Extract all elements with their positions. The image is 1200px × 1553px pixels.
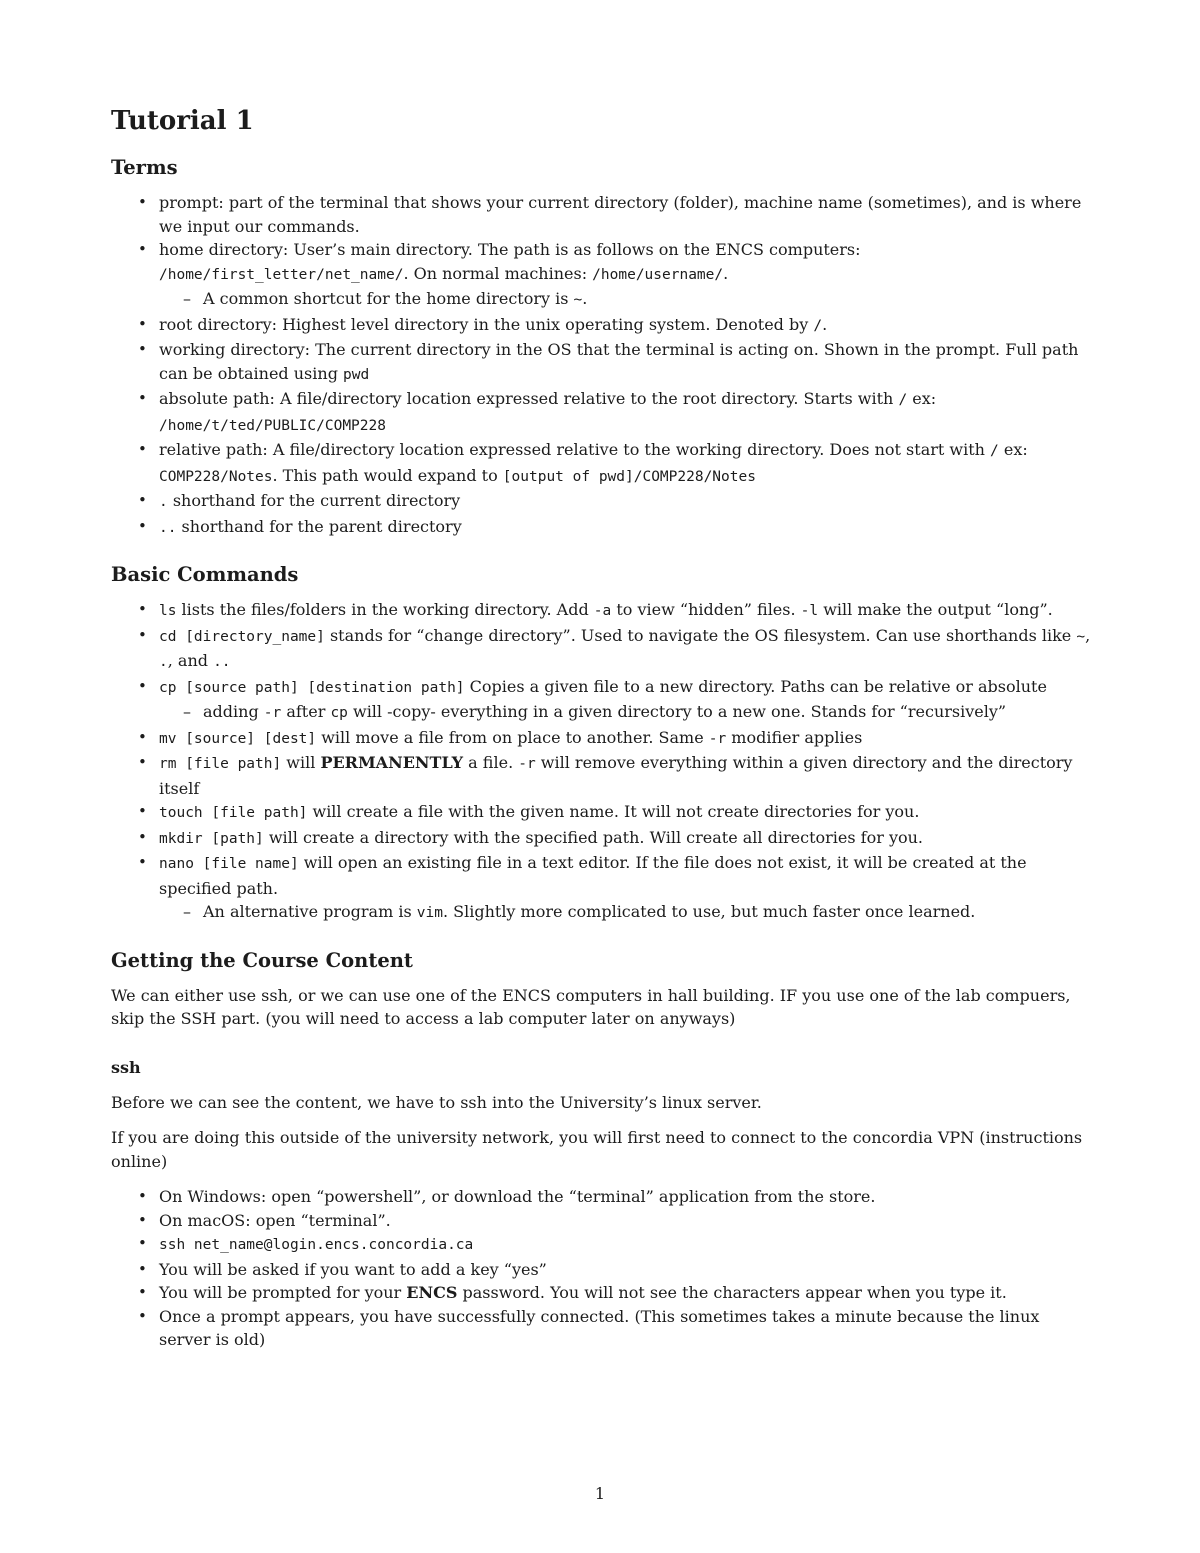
inline-code: -l (800, 603, 819, 619)
item-text: . This path would expand to (272, 465, 503, 485)
list-item (111, 238, 1091, 287)
item-text: . Slightly more complicated to use, but much faster once learned. (442, 902, 976, 921)
item-text: will -copy- everything in a given directory to a new one. Stands for “recursively” (347, 702, 1007, 721)
inline-code: .. (213, 654, 231, 670)
sub-list-item (111, 900, 1091, 926)
item-text: . (723, 263, 729, 283)
inline-code: pwd (343, 366, 370, 383)
list-item (111, 387, 1091, 438)
bold-text: ENCS (406, 1283, 458, 1302)
inline-code: / (898, 392, 908, 408)
inline-code: vim (416, 905, 443, 921)
list-item (111, 191, 1091, 238)
inline-code: -r (518, 756, 536, 772)
bold-text: PERMANENTLY (320, 753, 464, 772)
inline-code: ls (159, 603, 177, 619)
list-item (111, 438, 1091, 489)
inline-code: / (813, 317, 823, 334)
subsection-heading-ssh: ssh (111, 1057, 141, 1077)
item-text: absolute path: A file/directory location expressed relative to the root directory. Starts with (159, 389, 899, 408)
item-text: will move a file from on place to another. Same (316, 727, 709, 747)
list-item (111, 726, 1091, 752)
item-text: will open an existing file in a text editor. If the file does not exist, it will be created at the specified path. (159, 853, 1027, 898)
inline-code: mv [source] [dest] (159, 730, 317, 747)
list-item: • You will be asked if you want to add a key “yes” (111, 1258, 1091, 1282)
item-text: a file. (463, 753, 519, 772)
item-text: ex: (907, 389, 937, 408)
inline-code: /home/t/ted/PUBLIC/COMP228 (159, 417, 386, 434)
inline-code: cd [directory_name] (159, 628, 325, 645)
item-text: will make the output “long”. (818, 600, 1053, 619)
item-text: root directory: Highest level directory in the unix operating system. Denoted by (159, 314, 814, 334)
list-item: • Once a prompt appears, you have successfully connected. (This sometimes takes a minute because the linux server is old) (111, 1305, 1091, 1352)
section-heading-terms: Terms (111, 156, 178, 179)
list-item (111, 624, 1091, 675)
ssh-paragraph-1: Before we can see the content, we have to ssh into the University’s linux server. (111, 1092, 762, 1112)
item-text: , and (167, 651, 214, 670)
inline-code: touch [file path] (159, 805, 308, 821)
inline-code: ~ (573, 292, 583, 308)
item-text: prompt: part of the terminal that shows your current directory (folder), machine name (sometimes), and is where we input our commands. (159, 193, 1082, 236)
item-text: You will be prompted for your (159, 1283, 407, 1302)
item-text: shorthand for the parent directory (176, 516, 462, 536)
section-heading-course-content: Getting the Course Content (111, 948, 413, 972)
list-item (111, 675, 1091, 701)
item-text: , (1085, 625, 1091, 645)
inline-code: nano [file name] (159, 856, 299, 872)
item-text: password. You will not see the characters appear when you type it. (457, 1283, 1007, 1302)
page-content (111, 103, 1091, 1352)
section-heading-basic-commands: Basic Commands (111, 563, 299, 586)
page-number: 1 (594, 1484, 606, 1503)
inline-code: ssh net_name@login.encs.concordia.ca (159, 1237, 474, 1253)
inline-code: -r (708, 730, 727, 747)
list-item (111, 1281, 1091, 1305)
inline-code: . (159, 494, 168, 510)
inline-code: /home/first_letter/net_name/ (159, 266, 404, 283)
terms-list (111, 191, 1091, 540)
inline-code: / (990, 443, 999, 459)
list-item (111, 1232, 1091, 1258)
course-paragraph: We can either use ssh, or we can use one of the ENCS computers in hall building. IF you use one of the lab compuers, skip the SSH part. (you will need to access a lab computer later on anyways) (111, 985, 1071, 1028)
item-text: after (281, 702, 331, 721)
inline-code: ~ (1076, 628, 1086, 645)
item-text: shorthand for the current directory (167, 491, 461, 510)
item-text: will create a file with the given name. It will not create directories for you. (307, 802, 920, 821)
inline-code: . (159, 654, 168, 670)
item-text: modifier applies (726, 727, 863, 747)
item-text: relative path: A file/directory location expressed relative to the working directory. Does not start with (159, 440, 991, 459)
list-item (111, 338, 1091, 387)
inline-code: [output of pwd]/COMP228/Notes (502, 468, 756, 485)
list-item (111, 826, 1091, 852)
inline-code: -a (593, 603, 612, 619)
inline-code: COMP228/Notes (159, 468, 273, 485)
item-text: . On normal machines: (403, 263, 593, 283)
list-item (111, 598, 1091, 624)
list-item (111, 851, 1091, 900)
inline-code: cp [source path] [destination path] (159, 679, 465, 696)
inline-code: rm [file path] (159, 756, 282, 772)
item-text: to view “hidden” files. (611, 600, 801, 619)
item-text: An alternative program is (203, 902, 417, 921)
item-text: . (822, 314, 828, 334)
item-text: lists the files/folders in the working directory. Add (176, 600, 594, 619)
item-text: adding (203, 702, 264, 721)
item-text: stands for “change directory”. Used to navigate the OS filesystem. Can use shorthands like (324, 625, 1077, 645)
item-text: will (281, 753, 321, 772)
item-text: working directory: The current directory in the OS that the terminal is acting on. Shown in the prompt. Full path can be obtained using (159, 340, 1079, 383)
list-item (111, 751, 1091, 800)
item-text: home directory: User’s main directory. The path is as follows on the ENCS computers: (159, 240, 861, 259)
inline-code: /home/username/ (592, 266, 724, 283)
item-text: ex: (998, 440, 1028, 459)
item-text: A common shortcut for the home directory is (203, 289, 574, 308)
ssh-steps-list (111, 1185, 1091, 1352)
list-item: • On Windows: open “powershell”, or download the “terminal” application from the store. (111, 1185, 1091, 1209)
item-text: . (582, 289, 588, 308)
list-item (111, 800, 1091, 826)
commands-list (111, 598, 1091, 926)
list-item (111, 515, 1091, 541)
inline-code: -r (263, 705, 282, 721)
item-text: will create a directory with the specified path. Will create all directories for you. (263, 827, 924, 847)
item-text: Copies a given file to a new directory. Paths can be relative or absolute (464, 676, 1047, 696)
list-item (111, 313, 1091, 339)
list-item: • On macOS: open “terminal”. (111, 1209, 1091, 1233)
sub-list-item (111, 700, 1091, 726)
item-text: will remove everything within a given directory and the directory itself (159, 753, 1073, 798)
inline-code: .. (159, 519, 177, 536)
list-item (111, 489, 1091, 515)
inline-code: cp (330, 705, 348, 721)
inline-code: mkdir [path] (159, 830, 264, 847)
document-title: Tutorial 1 (111, 106, 254, 136)
sub-list-item (111, 287, 1091, 313)
ssh-paragraph-2: If you are doing this outside of the university network, you will first need to connect to the concordia VPN (instructions online) (111, 1128, 1083, 1171)
